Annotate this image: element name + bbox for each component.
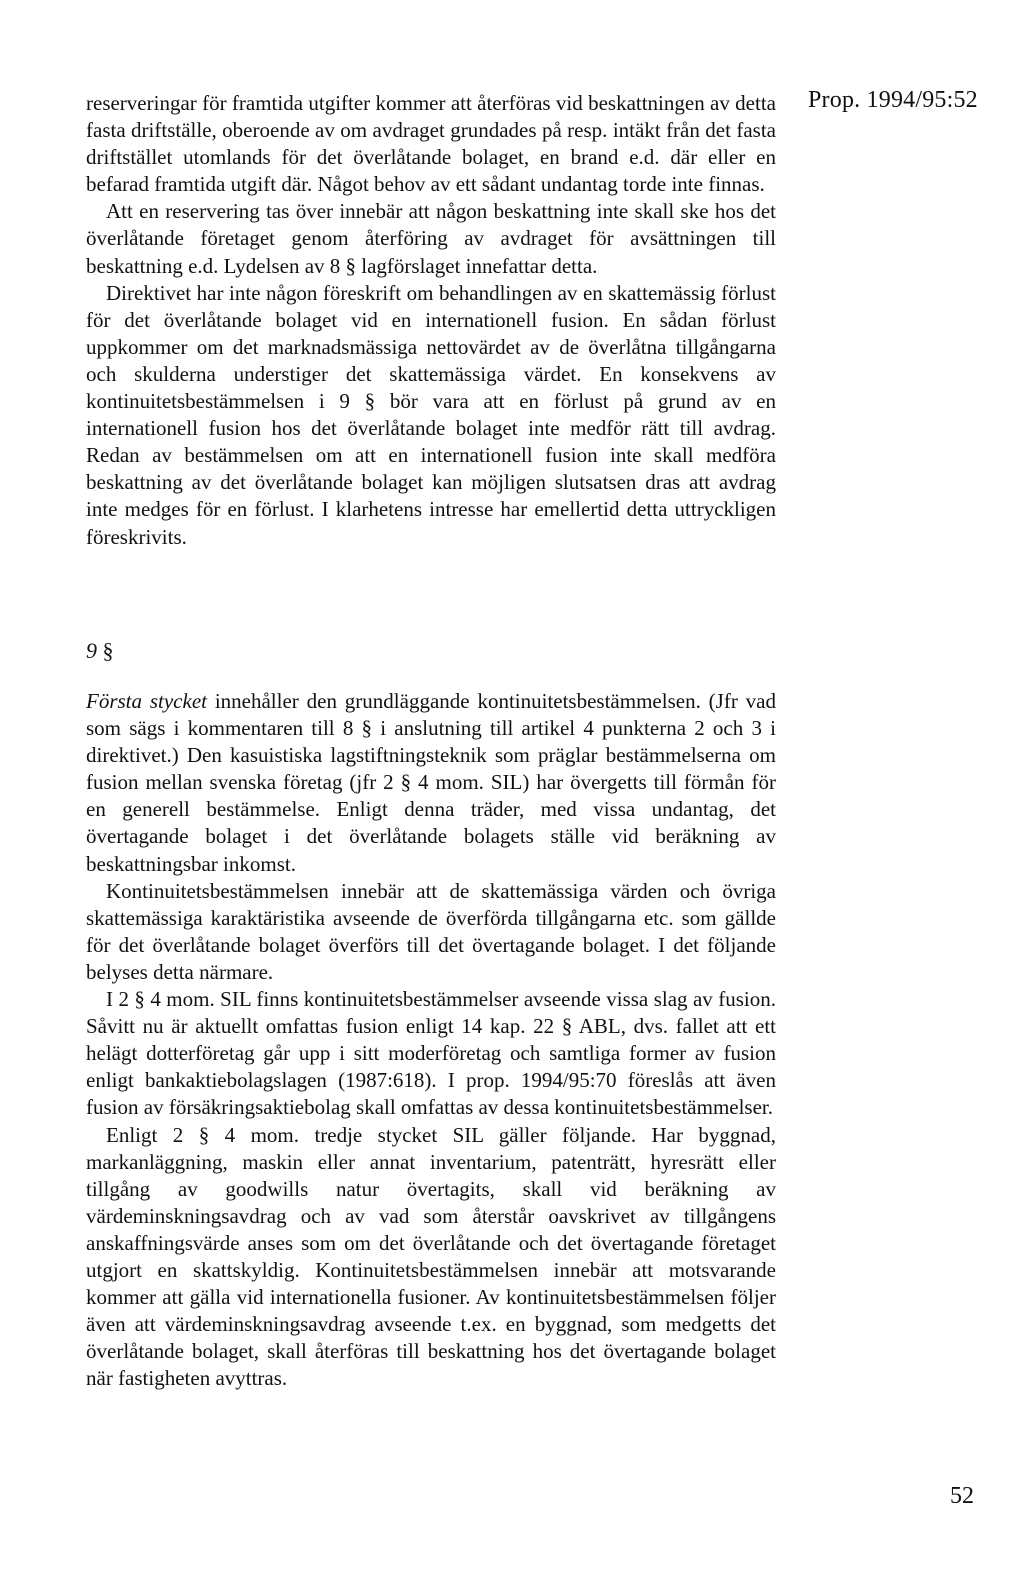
proposition-reference: Prop. 1994/95:52: [808, 87, 978, 113]
paragraph: Enligt 2 § 4 mom. tredje stycket SIL gäller följande. Har byggnad, markanläggning, maskin eller annat inventarium, patenträtt, hyresrätt eller tillgång av goodwills natur övertagits, skall vid beräkning av värdeminskningsavdrag och av vad som återstår oavskrivet av tillgångens anskaffningsvärde anses som om det överlåtande och det övertagande företaget utgjort en skattskyldig. Kontinuitetsbestämmelsen innebär att motsvarande kommer att gälla vid internationella fusioner. Av kontinuitetsbestämmelsen följer även att värdeminskningsavdrag avseende t.ex. en byggnad, som medgetts det överlåtande bolaget, skall återföras till beskattning hos det övertagande bolaget när fastigheten avyttras.: [86, 1122, 776, 1391]
paragraph: Kontinuitetsbestämmelsen innebär att de skattemässiga värden och övriga skattemässiga karaktäristika avseende de överförda tillgångarna etc. som gällde för det överlåtande bolaget överförs till det övertagande bolaget. I det följande belyses detta närmare.: [86, 878, 776, 984]
section-number: 9: [86, 638, 97, 663]
paragraph: [86, 688, 776, 878]
text-block-top: [86, 90, 776, 551]
paragraph: I 2 § 4 mom. SIL finns kontinuitetsbestämmelser avseende vissa slag av fusion. Såvitt nu är aktuellt omfattas fusion enligt 14 kap. 22 § ABL, dvs. fallet att ett helägt dotterföretag går upp i sitt moderföretag och samtliga former av fusion enligt bankaktiebolagslagen (1987:618). I prop. 1994/95:70 föreslås att även fusion av försäkringsaktiebolag skall omfattas av dessa kontinuitetsbestämmelser.: [86, 987, 776, 1120]
paragraph: Att en reservering tas över innebär att någon beskattning inte skall ske hos det överlåtande företaget genom återföring av avdraget för avsättningen till beskattning e.d. Lydelsen av 8 § lagförslaget innefattar detta.: [86, 199, 776, 278]
section-symbol: §: [102, 638, 114, 663]
text-block-bottom: [86, 688, 776, 1392]
paragraph-continuation: innehåller den grundläggande kontinuitetsbestämmelsen. (Jfr vad som sägs i kommentaren till 8 § i anslutning till artikel 4 punkterna 2 och 3 i direktivet.) Den kasuistiska lagstiftningsteknik som präglar bestämmelserna om fusion mellan svenska företag (jfr 2 § 4 mom. SIL) har övergetts till förmån för en generell bestämmelse. Enligt denna träder, med vissa undantag, det övertagande bolaget i det överlåtande bolagets ställe vid beräkning av beskattningsbar inkomst.: [86, 689, 776, 876]
italic-lead-phrase: Första stycket: [86, 689, 207, 713]
page-number: 52: [950, 1483, 974, 1509]
section-heading: [86, 638, 114, 664]
paragraph: Direktivet har inte någon föreskrift om behandlingen av en skattemässig förlust för det överlåtande bolaget vid en internationell fusion. En sådan förlust uppkommer om det marknadsmässiga nettovärdet av de överlåtna tillgångarna och skulderna understiger det skattemässiga värdet. En konsekvens av kontinuitetsbestämmelsen i 9 § bör vara att en förlust på grund av en internationell fusion hos det överlåtande bolaget inte medför rätt till avdrag. Redan av bestämmelsen om att en internationell fusion inte skall medföra beskattning av det överlåtande bolaget kan möjligen slutsatsen dras att avdrag inte medges för en förlust. I klarhetens intresse har emellertid detta uttryckligen föreskrivits.: [86, 280, 776, 549]
paragraph: reserveringar för framtida utgifter kommer att återföras vid beskattningen av detta fasta driftställe, oberoende av om avdraget grundades på resp. intäkt från det fasta driftstället utomlands för det överlåtande bolaget, en brand e.d. där eller en befarad framtida utgift där. Något behov av ett sådant undantag torde inte finnas.: [86, 91, 776, 197]
